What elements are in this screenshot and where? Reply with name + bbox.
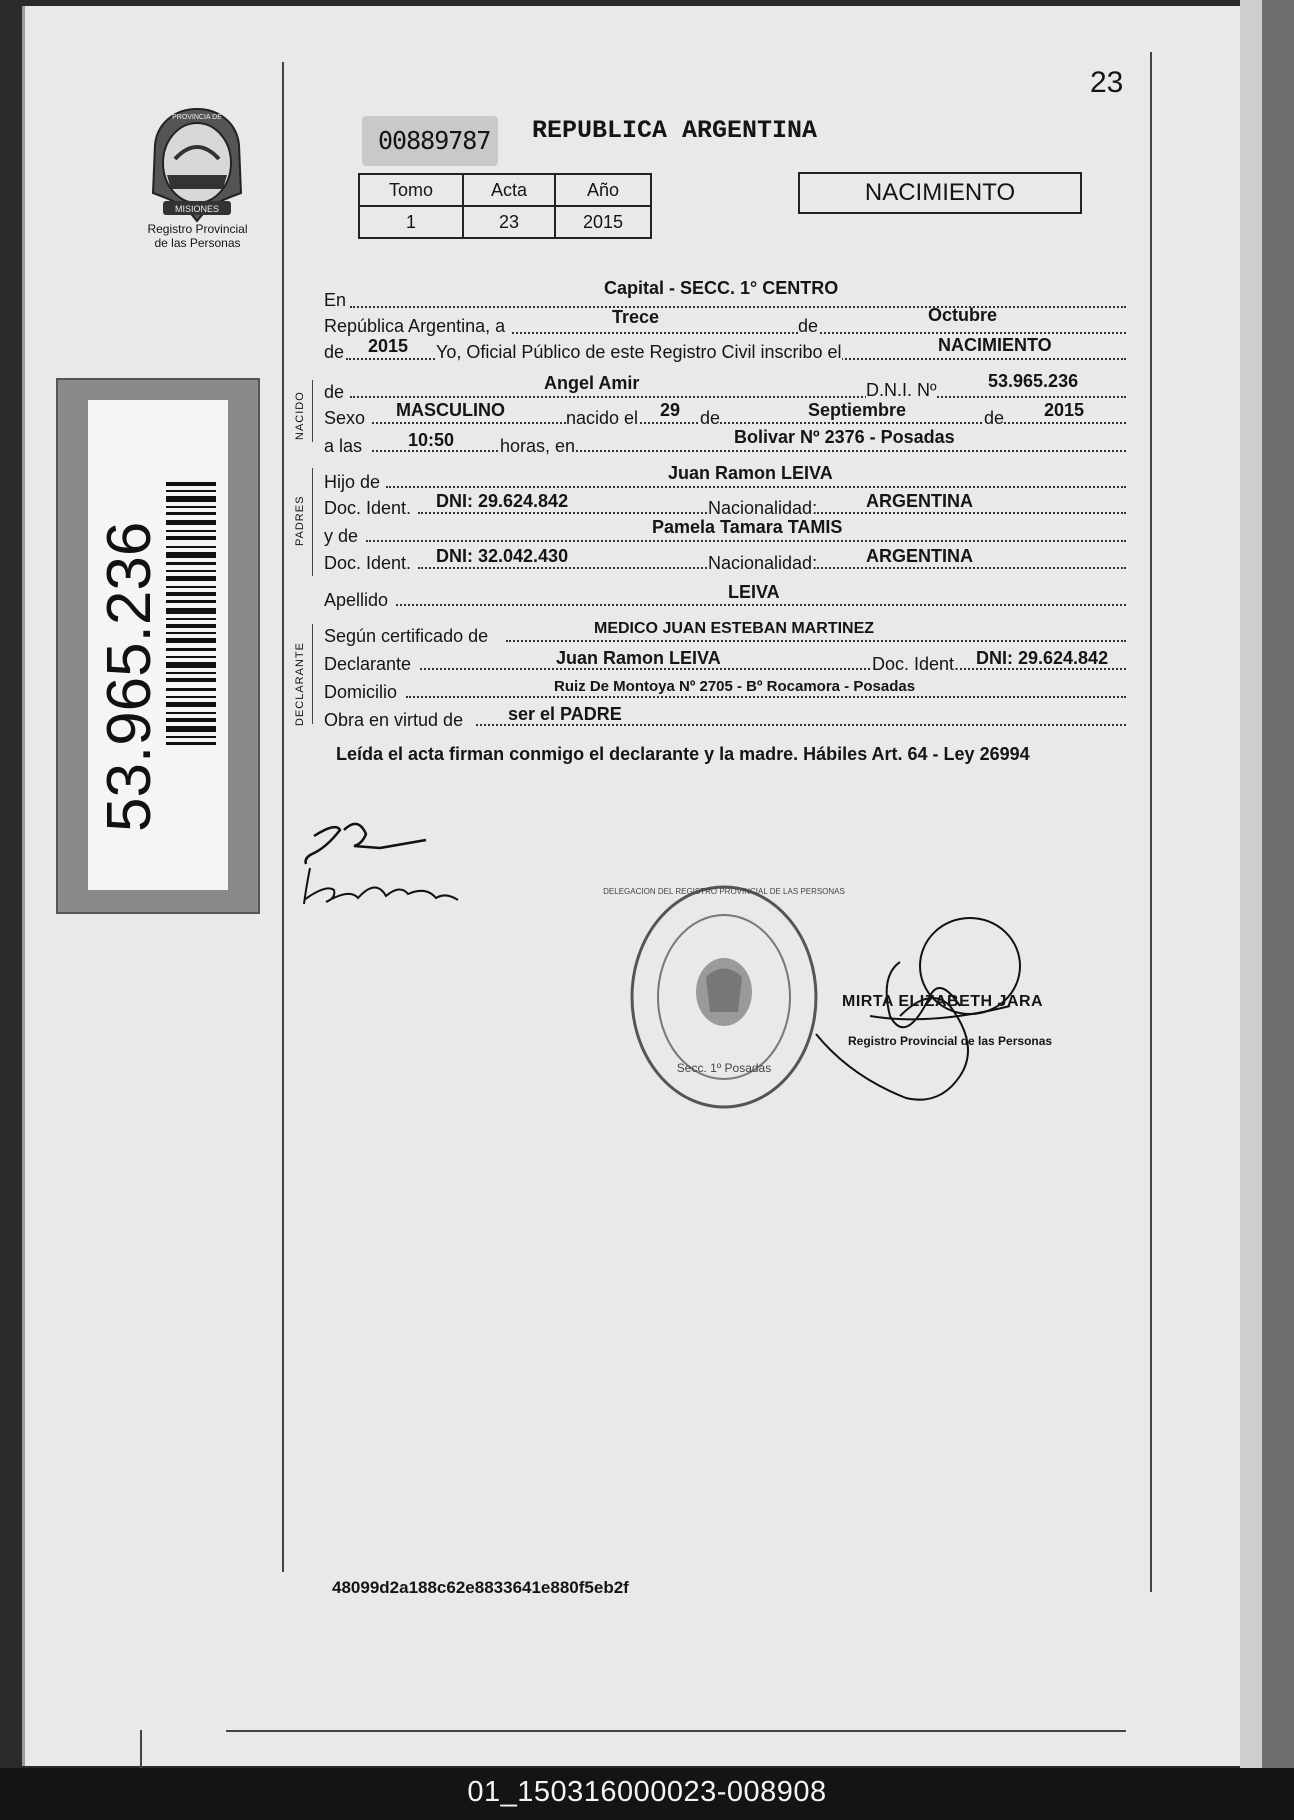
declarante-doc-value: DNI: 29.624.842	[976, 648, 1109, 668]
official-seal	[603, 882, 845, 1112]
obra-label: Obra en virtud de	[324, 710, 464, 730]
de2-label: de	[324, 342, 345, 362]
serial-number: 00889787	[378, 126, 491, 155]
page-number: 23	[1090, 66, 1124, 99]
barcode-bars-icon	[166, 482, 216, 745]
dotted-line	[386, 486, 1126, 488]
closing-note: Leída el acta firman conmigo el declarante y la madre. Hábiles Art. 64 - Ley 26994	[336, 744, 1030, 764]
logo-caption-line1: Registro Provincial	[147, 222, 248, 236]
section-padres-label: PADRES	[294, 495, 306, 546]
barcode-graphic	[88, 400, 228, 890]
yde-label: y de	[324, 526, 359, 546]
document-title: REPUBLICA ARGENTINA	[532, 116, 818, 145]
place-section-value: Capital - SECC. 1° CENTRO	[604, 278, 839, 298]
section-nacido-label: NACIDO	[294, 391, 306, 440]
father-nationality-value: ARGENTINA	[866, 491, 973, 511]
dotted-line	[512, 332, 1126, 334]
value-tomo: 1	[359, 206, 463, 238]
dotted-line	[372, 450, 1126, 452]
de3-label: de	[700, 408, 721, 428]
value-acta: 23	[463, 206, 555, 238]
mother-nationality-value: ARGENTINA	[866, 546, 973, 566]
doc1-label: Doc. Ident.	[324, 498, 412, 518]
logo-caption-line2: de las Personas	[154, 236, 241, 250]
binder-edge	[1262, 0, 1294, 1770]
scan-file-id: 01_150316000023-008908	[467, 1776, 827, 1808]
inscribo-value: NACIMIENTO	[938, 335, 1052, 355]
value-ano: 2015	[555, 206, 651, 238]
month-value: Octubre	[928, 305, 998, 325]
left-margin-rule	[282, 62, 284, 1572]
doc2-label: Doc. Ident.	[324, 553, 412, 573]
father-name-value: Juan Ramon LEIVA	[668, 463, 833, 483]
horas-label: horas, en	[500, 436, 576, 456]
declarante-signature	[296, 808, 466, 928]
obra-value: ser el PADRE	[508, 704, 622, 724]
dotted-line	[396, 604, 1126, 606]
birth-year-value: 2015	[1044, 400, 1085, 420]
header-tomo: Tomo	[359, 174, 463, 206]
certificado-label: Según certificado de	[324, 626, 489, 646]
page-bottom-rule	[226, 1730, 1126, 1732]
declarante-value: Juan Ramon LEIVA	[556, 648, 721, 668]
day-value: Trece	[612, 307, 660, 327]
name-label: de	[324, 382, 345, 402]
hijo-label: Hijo de	[324, 472, 381, 492]
official-title: Registro Provincial de las Personas	[848, 1034, 1053, 1048]
nacido-label: nacido el	[566, 408, 639, 428]
shield-icon	[145, 105, 250, 225]
page-bottom-rule	[140, 1730, 142, 1768]
header-acta: Acta	[463, 174, 555, 206]
dni-label: D.N.I. Nº	[866, 380, 937, 400]
record-table	[358, 173, 652, 239]
document-hash: 48099d2a188c62e8833641e880f5eb2f	[332, 1578, 629, 1597]
province-logo	[145, 105, 250, 225]
dotted-line	[506, 640, 1126, 642]
declarante-label: Declarante	[324, 654, 412, 674]
father-doc-value: DNI: 29.624.842	[436, 491, 569, 511]
mother-name-value: Pamela Tamara TAMIS	[652, 517, 843, 537]
dotted-line	[372, 422, 1126, 424]
birth-day-value: 29	[660, 400, 681, 420]
logo-caption	[120, 222, 275, 250]
certificado-value: MEDICO JUAN ESTEBAN MARTINEZ	[594, 620, 875, 637]
domicilio-label: Domicilio	[324, 682, 398, 702]
birth-place-value: Bolivar Nº 2376 - Posadas	[734, 427, 955, 447]
apellido-value: LEIVA	[728, 582, 780, 602]
apellido-label: Apellido	[324, 590, 389, 610]
time-value: 10:50	[408, 430, 455, 450]
dotted-line	[350, 306, 1126, 308]
section-declarante-label: DECLARANTE	[294, 642, 306, 726]
mother-doc-value: DNI: 32.042.430	[436, 546, 569, 566]
barcode-number: 53.965.236	[95, 521, 164, 832]
sexo-value: MASCULINO	[396, 400, 505, 420]
nac1-label: Nacionalidad:	[708, 498, 818, 518]
section-divider	[312, 468, 313, 576]
record-type: NACIMIENTO	[798, 172, 1082, 214]
section-divider	[312, 624, 313, 724]
oficial-label: Yo, Oficial Público de este Registro Civil inscribo el	[436, 342, 842, 362]
dotted-line	[406, 696, 1126, 698]
right-margin-rule	[1150, 52, 1152, 1592]
dotted-line	[366, 540, 1126, 542]
doc3-label: Doc. Ident.	[872, 654, 960, 674]
de4-label: de	[984, 408, 1005, 428]
child-name-value: Angel Amir	[544, 373, 640, 393]
sexo-label: Sexo	[324, 408, 366, 428]
republica-label: República Argentina, a	[324, 316, 506, 336]
year-value: 2015	[368, 336, 409, 356]
page-edge	[1240, 0, 1262, 1770]
header-ano: Año	[555, 174, 651, 206]
svg-text:MISIONES: MISIONES	[174, 204, 220, 214]
birth-month-value: Septiembre	[808, 400, 907, 420]
logo-emblem-text: PROVINCIA DE	[172, 114, 222, 121]
dotted-line	[350, 396, 1126, 398]
seal-inner-text: Secc. 1º Posadas	[676, 1061, 772, 1075]
section-divider	[312, 380, 313, 442]
de-label: de	[798, 316, 819, 336]
en-label: En	[324, 290, 347, 310]
dni-value: 53.965.236	[988, 371, 1079, 391]
svg-text:DELEGACION DEL REGISTRO PROVIN: DELEGACION DEL REGISTRO PROVINCIAL DE LAS PERSONAS	[603, 887, 845, 896]
alas-label: a las	[324, 436, 363, 456]
domicilio-value: Ruiz De Montoya Nº 2705 - Bº Rocamora - Posadas	[554, 678, 916, 695]
official-name: MIRTA ELIZABETH JARA	[842, 993, 1044, 1010]
nac2-label: Nacionalidad:	[708, 553, 818, 573]
